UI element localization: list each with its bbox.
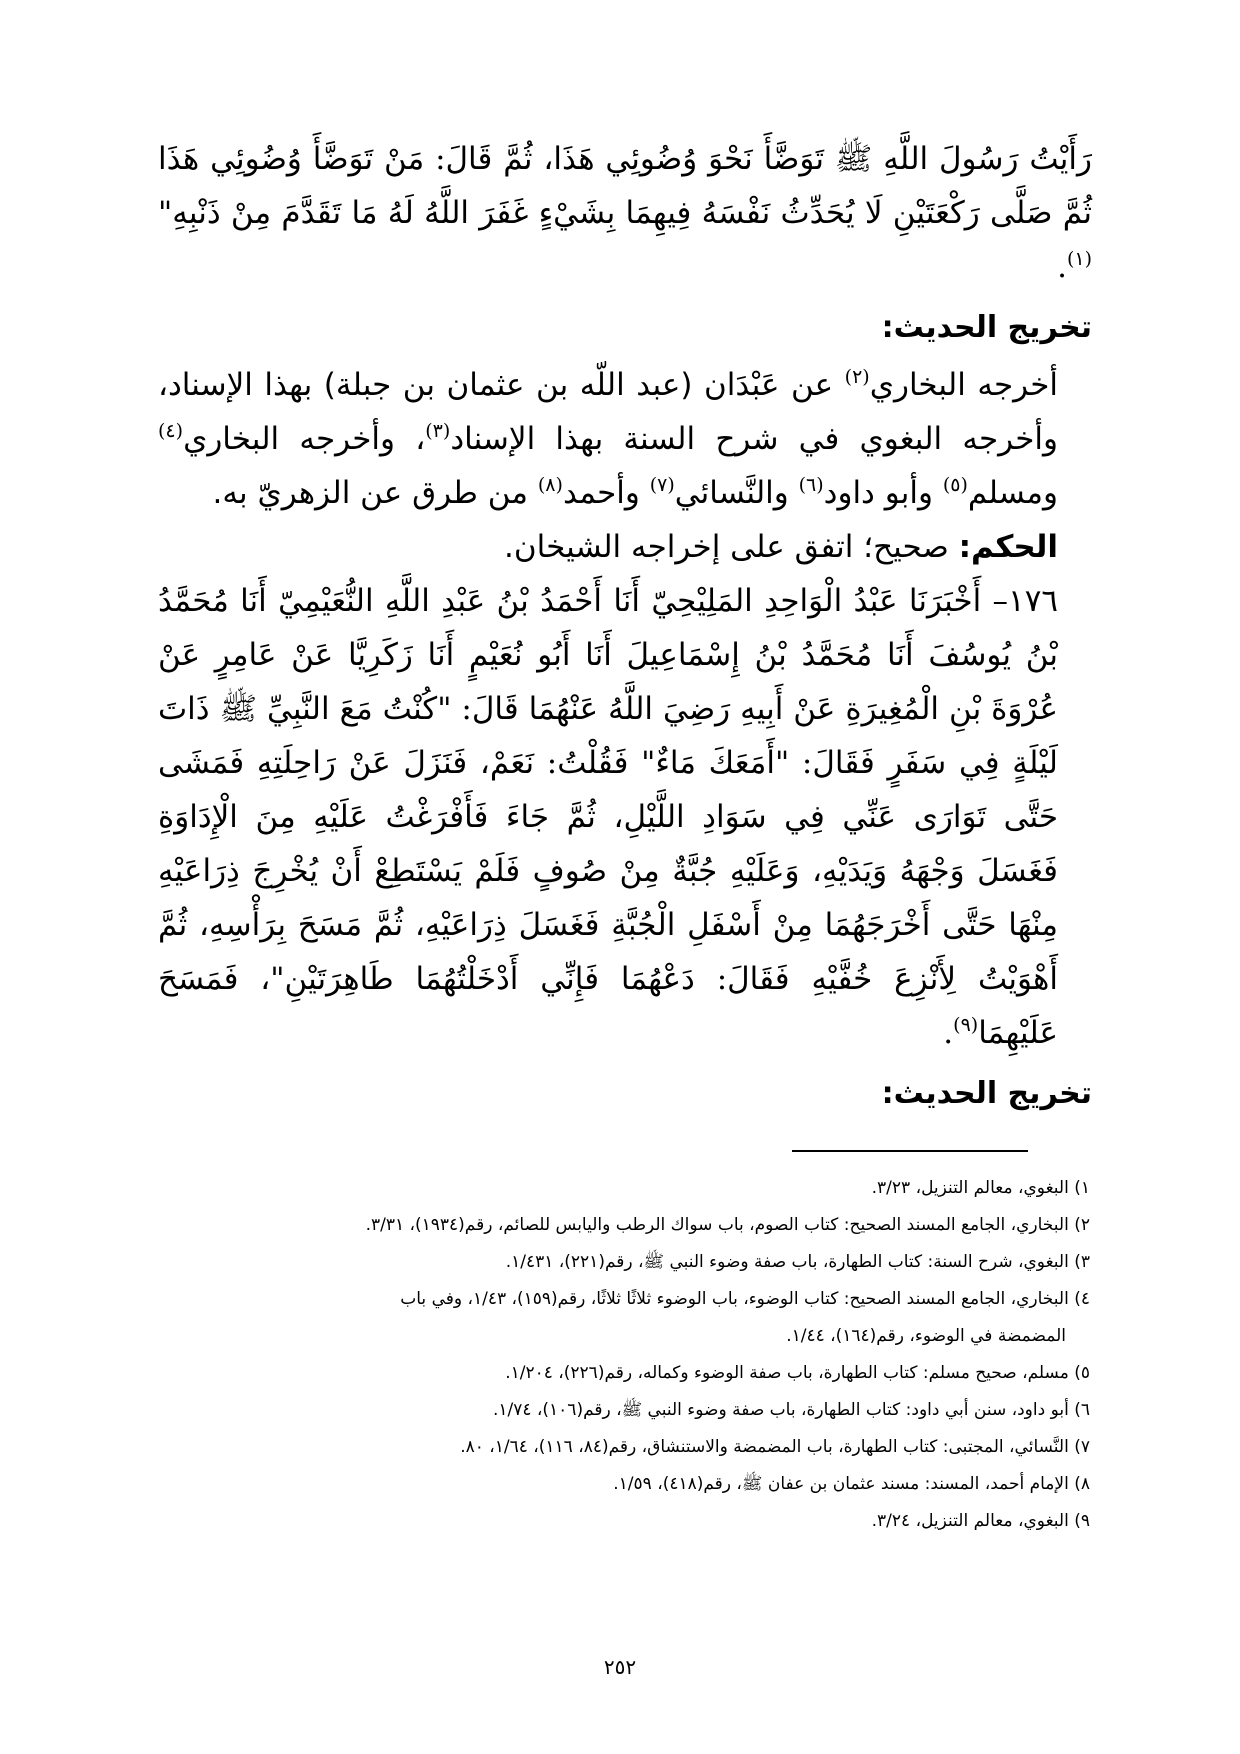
hukm-label: الحكم:: [958, 529, 1058, 565]
footnote-4-line-2: المضمضة في الوضوء، رقم(١٦٤)، ١/٤٤.: [786, 1326, 1066, 1346]
hukm-paragraph: [158, 520, 1092, 574]
footnote-2: ٢) البخاري، الجامع المسند الصحيح: كتاب الصوم، باب سواك الرطب واليابس للصائم، رقم(١٩٣٤)، ٣/٣١.: [365, 1215, 1090, 1235]
footnote-9: ٩) البغوي، معالم التنزيل، ٣/٢٤.: [871, 1511, 1090, 1531]
takhrij-text-6: والنَّسائي: [674, 475, 799, 511]
footnote-separator: [792, 1150, 1028, 1152]
footnote-ref-3[interactable]: (٣): [425, 420, 451, 442]
footnote-ref-5[interactable]: (٥): [942, 474, 968, 496]
footnote-ref-7[interactable]: (٧): [649, 474, 675, 496]
hukm-text: صحيح؛ اتفق على إخراجه الشيخان.: [504, 529, 959, 565]
page-number: ٢٥٢: [603, 1655, 637, 1679]
footnote-ref-2[interactable]: (٢): [844, 366, 870, 388]
takhrij-text-1: أخرجه البخاري: [869, 367, 1058, 403]
takhrij-text-4: ومسلم: [967, 475, 1058, 511]
footnote-ref-6[interactable]: (٦): [798, 474, 824, 496]
takhrij-heading-2: تخريج الحديث:: [881, 1076, 1092, 1111]
footnotes: [140, 1170, 1090, 1540]
hadith-176: [158, 574, 1092, 1060]
takhrij-text-8: من طرق عن الزهريّ به.: [212, 475, 538, 511]
sentence-end: .: [943, 1015, 954, 1051]
footnote-3: ٣) البغوي، شرح السنة: كتاب الطهارة، باب صفة وضوء النبي ﷺ، رقم(٢٢١)، ١/٤٣١.: [505, 1252, 1090, 1272]
footnote-ref-9[interactable]: (٩): [953, 1014, 979, 1036]
hadith-text: رَأَيْتُ رَسُولَ اللَّهِ ﷺ تَوَضَّأَ نَحْوَ وُضُوئِي هَذَا، ثُمَّ قَالَ: مَنْ تَوَضَّأَ وُضُوئِي هَذَا ثُمَّ صَلَّى رَكْعَتَيْنِ لَا يُحَدِّثُ نَفْسَهُ فِيهِمَا بِشَيْءٍ غَفَرَ اللَّهُ لَهُ مَا تَقَدَّمَ مِنْ ذَنْبِهِ": [158, 141, 1092, 231]
takhrij-paragraph: [158, 358, 1092, 520]
main-text: [158, 132, 1092, 1124]
footnote-ref-1[interactable]: (١): [1066, 248, 1092, 270]
takhrij-heading: تخريج الحديث:: [881, 310, 1092, 345]
takhrij-text-3: ، وأخرجه البخاري: [183, 421, 426, 457]
footnote-ref-8[interactable]: (٨): [537, 474, 563, 496]
footnote-6: ٦) أبو داود، سنن أبي داود: كتاب الطهارة، باب صفة وضوء النبي ﷺ، رقم(١٠٦)، ١/٧٤.: [492, 1400, 1090, 1420]
footnote-1: ١) البغوي، معالم التنزيل، ٣/٢٣.: [871, 1178, 1090, 1198]
footnote-4: [140, 1281, 1090, 1355]
takhrij-text-7: وأحمد: [562, 475, 650, 511]
hadith-176-text: ١٧٦– أَخْبَرَنَا عَبْدُ الْوَاحِدِ المَلِيْحِيّ أَنَا أَحْمَدُ بْنُ عَبْدِ اللَّهِ النُّعَيْمِيّ أَنَا مُحَمَّدُ بْنُ يُوسُفَ أَنَا مُحَمَّدُ بْنُ إِسْمَاعِيلَ أَنَا أَبُو نُعَيْمٍ أَنَا زَكَرِيَّا عَنْ عَامِرٍ عَنْ عُرْوَةَ بْنِ الْمُغِيرَةِ عَنْ أَبِيهِ رَضِيَ اللَّهُ عَنْهُمَا قَالَ: "كُنْتُ مَعَ النَّبِيِّ ﷺ ذَاتَ لَيْلَةٍ فِي سَفَرٍ فَقَالَ: "أَمَعَكَ مَاءٌ" فَقُلْتُ: نَعَمْ، فَنَزَلَ عَنْ رَاحِلَتِهِ فَمَشَى حَتَّى تَوَارَى عَنِّي فِي سَوَادِ اللَّيْلِ، ثُمَّ جَاءَ فَأَفْرَغْتُ عَلَيْهِ مِنَ الْإِدَاوَةِ فَغَسَلَ وَجْهَهُ وَيَدَيْهِ، وَعَلَيْهِ جُبَّةٌ مِنْ صُوفٍ فَلَمْ يَسْتَطِعْ أَنْ يُخْرِجَ ذِرَاعَيْهِ مِنْهَا حَتَّى أَخْرَجَهُمَا مِنْ أَسْفَلِ الْجُبَّةِ فَغَسَلَ ذِرَاعَيْهِ، ثُمَّ مَسَحَ بِرَأْسِهِ، ثُمَّ أَهْوَيْتُ لِأَنْزِعَ خُفَّيْهِ فَقَالَ: دَعْهُمَا فَإِنِّي أَدْخَلْتُهُمَا طَاهِرَتَيْنِ"، فَمَسَحَ عَلَيْهِمَا: [158, 583, 1058, 1051]
footnote-ref-4[interactable]: (٤): [158, 420, 184, 442]
hadith-text-continued: [158, 132, 1092, 294]
footnote-7: ٧) النَّسائي، المجتبى: كتاب الطهارة، باب المضمضة والاستنشاق، رقم(٨٤، ١١٦)، ١/٦٤، ٨٠.: [460, 1437, 1090, 1457]
footnote-8: ٨) الإمام أحمد، المسند: مسند عثمان بن عفان ﷺ، رقم(٤١٨)، ١/٥٩.: [613, 1474, 1090, 1494]
footnote-5: ٥) مسلم، صحيح مسلم: كتاب الطهارة، باب صفة الوضوء وكماله، رقم(٢٢٦)، ١/٢٠٤.: [505, 1363, 1090, 1383]
sentence-end: .: [1057, 249, 1067, 285]
footnote-4-line-1: ٤) البخاري، الجامع المسند الصحيح: كتاب الوضوء، باب الوضوء ثلاثًا ثلاثًا، رقم(١٥٩)، ١/٤٣، وفي باب: [400, 1289, 1090, 1309]
takhrij-text-2: عن عَبْدَان (عبد اللّه بن عثمان بن جبلة) بهذا الإسناد، وأخرجه البغوي في شرح السنة بهذا الإسناد: [158, 367, 1059, 457]
takhrij-text-5: وأبو داود: [823, 475, 943, 511]
